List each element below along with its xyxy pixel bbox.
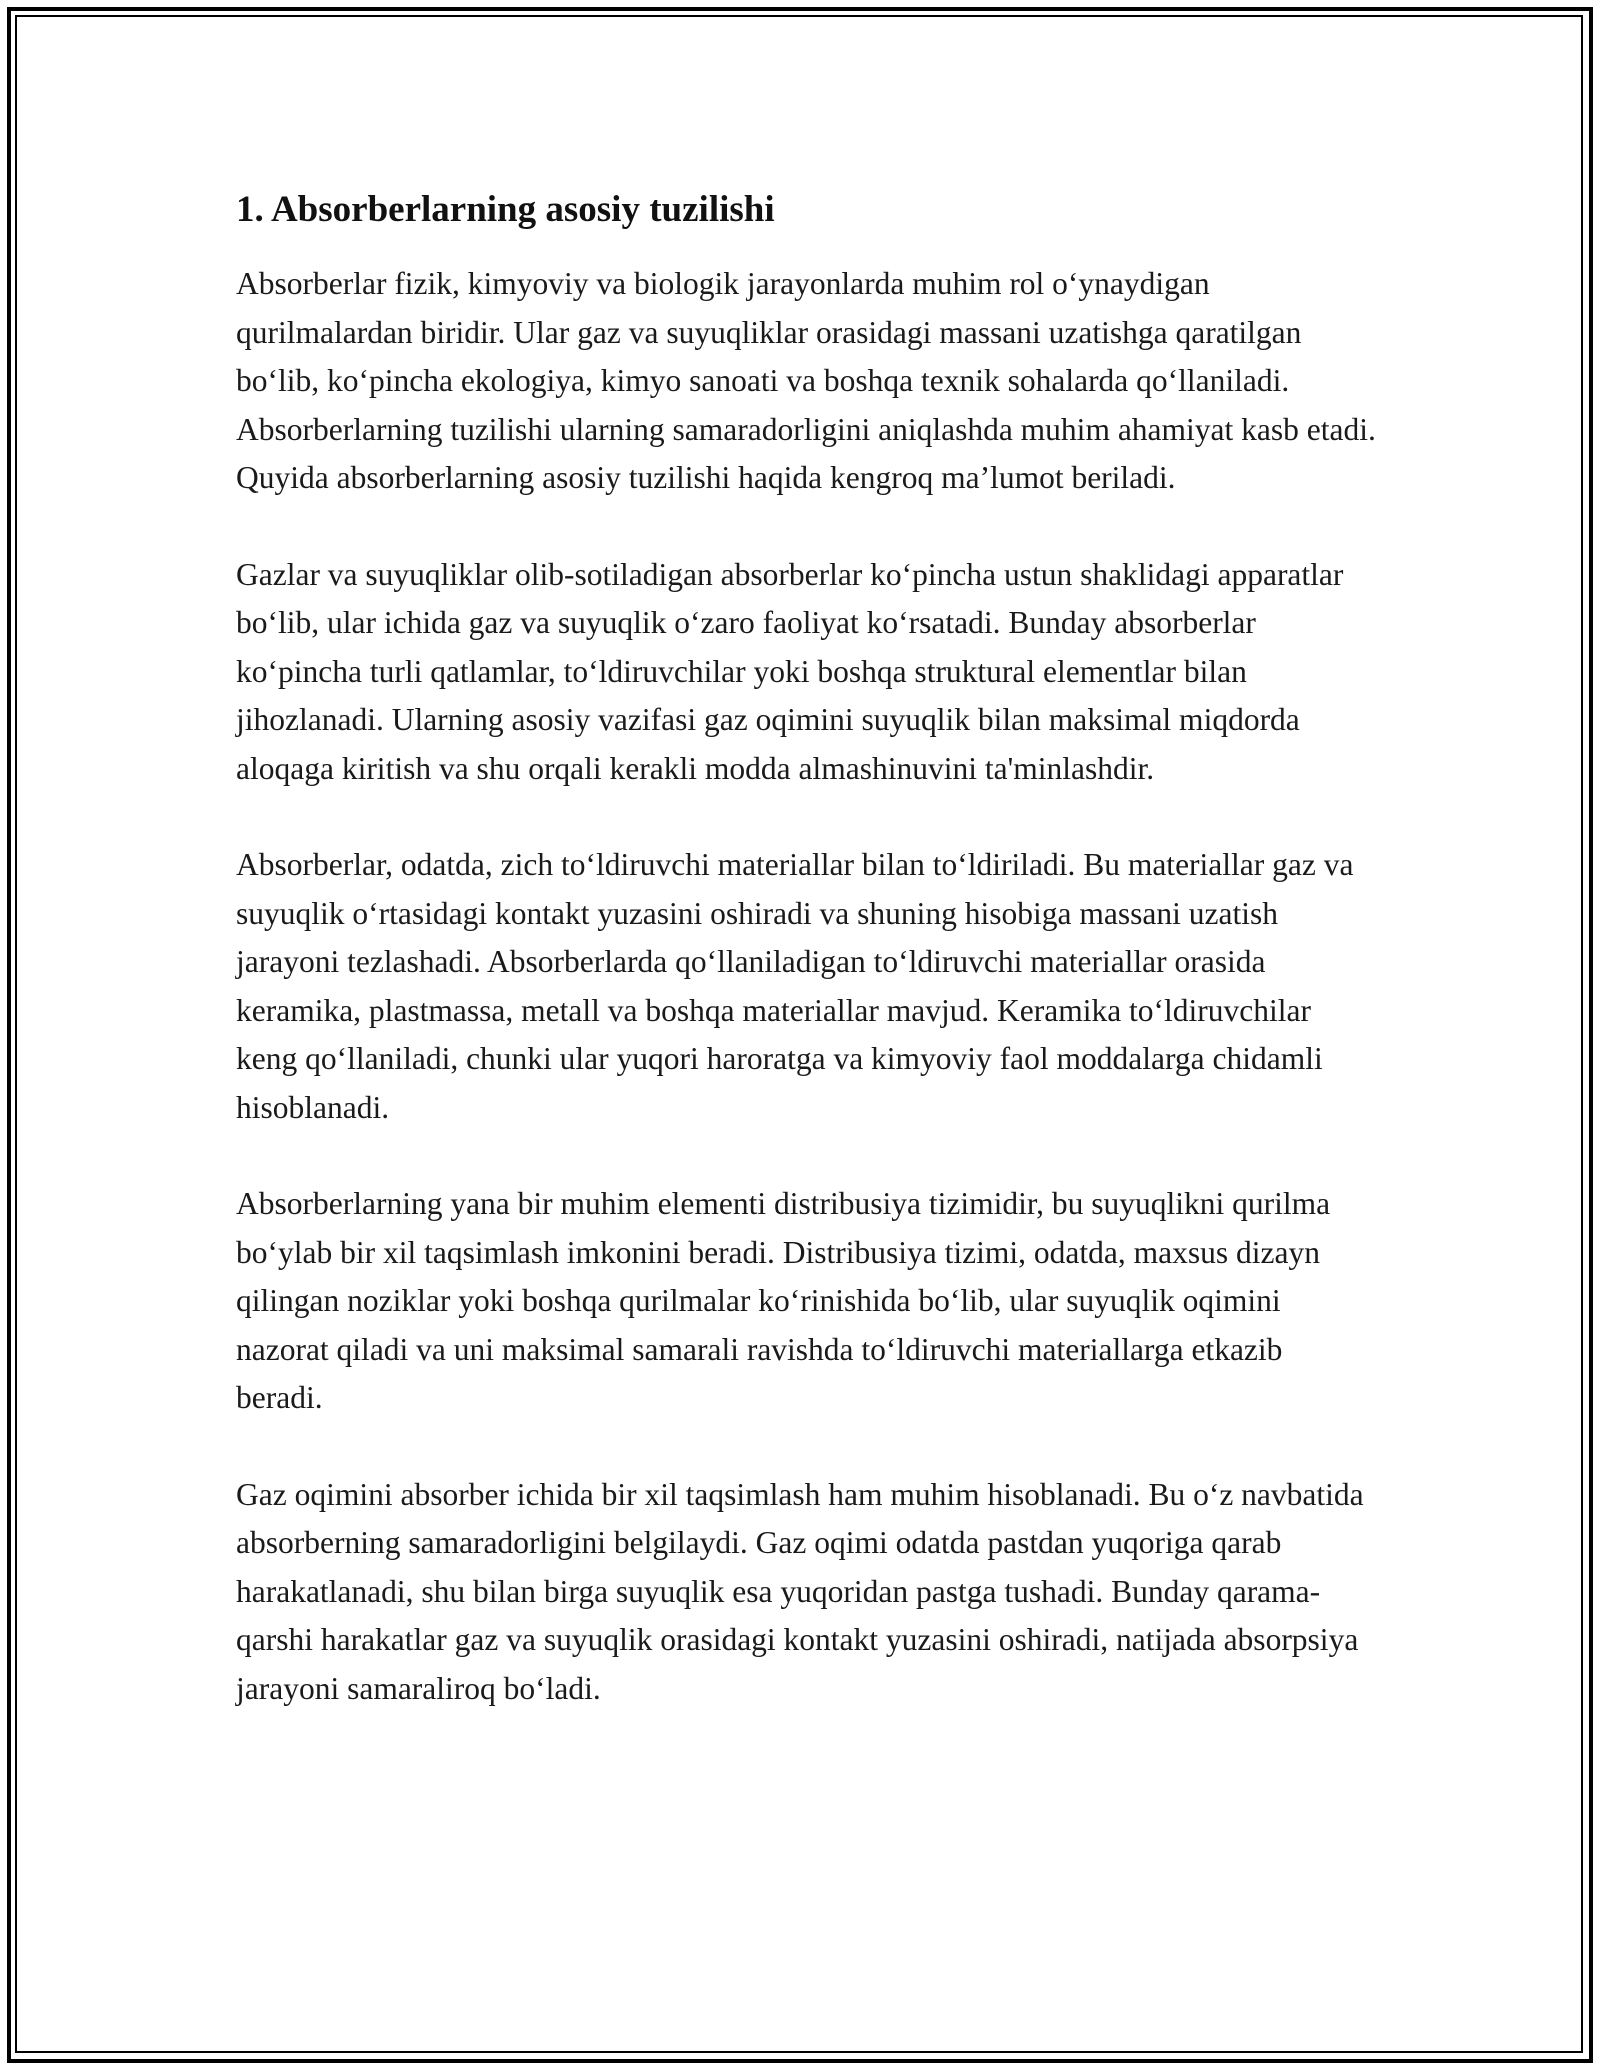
section-title: 1. Absorberlarning asosiy tuzilishi bbox=[236, 189, 775, 230]
paragraph-1: Absorberlar fizik, kimyoviy va biologik jarayonlarda muhim rol o‘ynaydigan qurilmalardan biridir. Ular gaz va suyuqliklar orasidagi massani uzatishga qaratilgan bo‘lib, ko‘pincha ekologiya, kimyo sanoati va boshqa texnik sohalarda qo‘llaniladi. Absorberlarning tuzilishi ularning samaradorligini aniqlashda muhim ahamiyat kasb etadi. Quyida absorberlarning asosiy tuzilishi haqida kengroq ma’lumot beriladi. bbox=[236, 266, 1376, 495]
document-body bbox=[236, 186, 1376, 1761]
paragraph-3: Absorberlar, odatda, zich to‘ldiruvchi materiallar bilan to‘ldiriladi. Bu materiallar gaz va suyuqlik o‘rtasidagi kontakt yuzasini oshiradi va shuning hisobiga massani uzatish jarayoni tezlashadi. Absorberlarda qo‘llaniladigan to‘ldiruvchi materiallar orasida keramika, plastmassa, metall va boshqa materiallar mavjud. Keramika to‘ldiruvchilar keng qo‘llaniladi, chunki ular yuqori haroratga va kimyoviy faol moddalarga chidamli hisoblanadi. bbox=[236, 847, 1354, 1125]
paragraph-2: Gazlar va suyuqliklar olib-sotiladigan absorberlar ko‘pincha ustun shaklidagi apparatlar bo‘lib, ular ichida gaz va suyuqlik o‘zaro faoliyat ko‘rsatadi. Bunday absorberlar ko‘pincha turli qatlamlar, to‘ldiruvchilar yoki boshqa struktural elementlar bilan jihozlanadi. Ularning asosiy vazifasi gaz oqimini suyuqlik bilan maksimal miqdorda aloqaga kiritish va shu orqali kerakli modda almashinuvini ta'minlashdir. bbox=[236, 556, 1344, 786]
paragraph-5: Gaz oqimini absorber ichida bir xil taqsimlash ham muhim hisoblanadi. Bu o‘z navbatida absorberning samaradorligini belgilaydi. Gaz oqimi odatda pastdan yuqoriga qarab harakatlanadi, shu bilan birga suyuqlik esa yuqoridan pastga tushadi. Bunday qarama-qarshi harakatlar gaz va suyuqlik orasidagi kontakt yuzasini oshiradi, natijada absorpsiya jarayoni samaraliroq bo‘ladi. bbox=[236, 1476, 1364, 1706]
paragraph-4: Absorberlarning yana bir muhim elementi distribusiya tizimidir, bu suyuqlikni qurilma bo‘ylab bir xil taqsimlash imkonini beradi. Distribusiya tizimi, odatda, maxsus dizayn qilingan noziklar yoki boshqa qurilmalar ko‘rinishida bo‘lib, ular suyuqlik oqimini nazorat qiladi va uni maksimal samarali ravishda to‘ldiruvchi materiallarga etkazib beradi. bbox=[236, 1186, 1331, 1415]
